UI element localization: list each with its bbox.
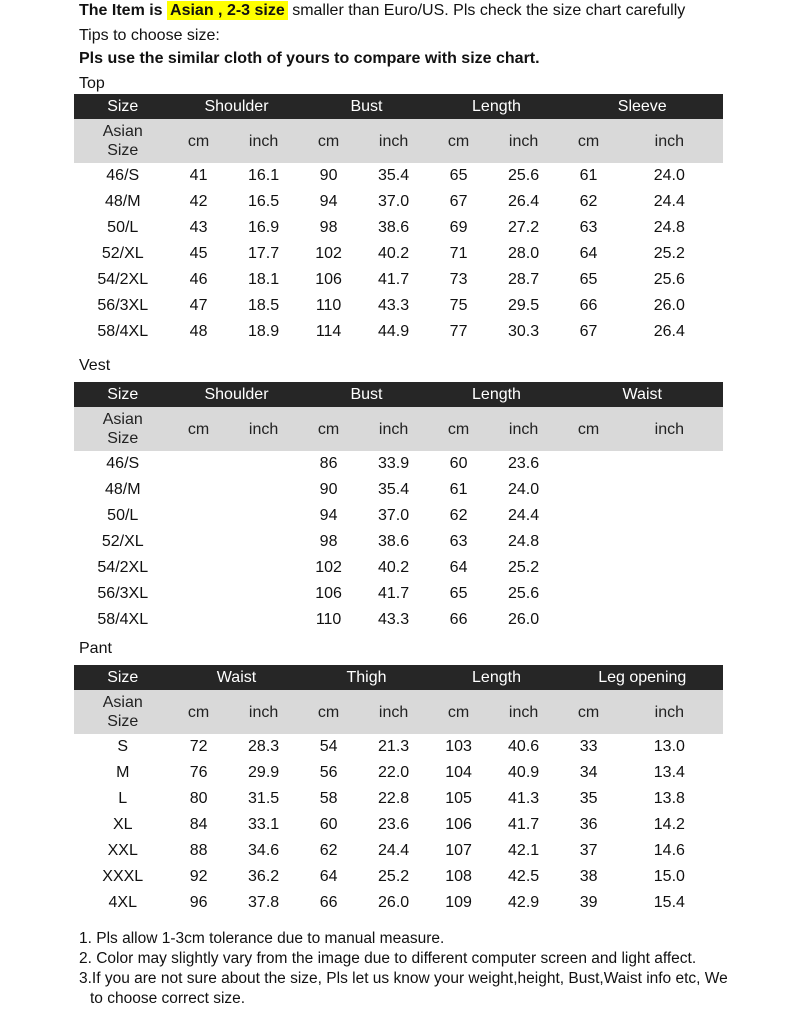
table-cell: 40.2	[378, 245, 410, 262]
table-cell: 24.0	[508, 481, 540, 498]
table-cell: 66	[449, 611, 468, 628]
unit-cell: cm	[172, 407, 226, 451]
column-header: Shoulder	[172, 94, 302, 119]
table-cell	[226, 529, 302, 555]
column-header: Length	[432, 382, 562, 407]
note-item: 2. Color may slightly vary from the image due to different computer screen and light affect.	[79, 950, 697, 967]
unit-row	[74, 119, 723, 163]
table-cell: 43.3	[378, 297, 410, 314]
table-cell: 41.7	[378, 585, 410, 602]
table-cell: 17.7	[248, 245, 280, 262]
table-cell	[226, 451, 302, 477]
unit-cell: inch	[356, 407, 432, 451]
unit-cell: inch	[486, 407, 562, 451]
table-row	[74, 293, 723, 319]
table-cell	[226, 503, 302, 529]
column-header: Size	[74, 94, 172, 119]
table-cell: 92	[189, 868, 208, 885]
table-cell: L	[118, 790, 128, 807]
table-cell: 103	[445, 738, 472, 755]
table-cell: 34	[579, 764, 598, 781]
table-cell: XXXL	[102, 868, 144, 885]
intro-suffix: smaller than Euro/US. Pls check the size chart carefully	[292, 2, 686, 19]
vest-size-table	[74, 382, 723, 633]
table-cell: 62	[449, 507, 468, 524]
table-cell	[616, 451, 723, 477]
table-cell: M	[116, 764, 130, 781]
table-cell: 86	[319, 455, 338, 472]
table-cell: 24.0	[653, 167, 685, 184]
table-cell: 65	[579, 271, 598, 288]
unit-cell: inch	[616, 690, 723, 734]
table-cell: 18.5	[248, 297, 280, 314]
table-cell: 58	[319, 790, 338, 807]
table-cell: 54	[319, 738, 338, 755]
table-cell	[226, 477, 302, 503]
table-cell	[172, 529, 226, 555]
note-item: 3.If you are not sure about the size, Pls let us know your weight,height, Bust,Waist info etc, We	[79, 970, 728, 987]
table-cell: 88	[189, 842, 208, 859]
table-cell	[616, 529, 723, 555]
table-cell: 64	[449, 559, 468, 576]
table-cell: 48/M	[104, 193, 141, 210]
table-cell: 64	[579, 245, 598, 262]
column-header: Waist	[561, 382, 723, 407]
table-cell: 44.9	[378, 323, 410, 340]
table-cell: 102	[315, 559, 342, 576]
table-cell: 56	[319, 764, 338, 781]
table-cell	[616, 581, 723, 607]
table-cell: 46	[189, 271, 208, 288]
unit-cell: inch	[356, 690, 432, 734]
table-cell: 63	[449, 533, 468, 550]
asian-size-highlight: Asian , 2-3 size	[167, 1, 288, 20]
table-cell: 41.7	[378, 271, 410, 288]
table-cell: 37.8	[248, 894, 280, 911]
unit-cell: inch	[486, 119, 562, 163]
table-cell	[172, 503, 226, 529]
table-cell: 38	[579, 868, 598, 885]
table-cell: 33.9	[378, 455, 410, 472]
table-cell: 25.2	[653, 245, 685, 262]
table-cell: 90	[319, 481, 338, 498]
table-row	[74, 189, 723, 215]
table-cell: 43	[189, 219, 208, 236]
table-cell: 24.4	[508, 507, 540, 524]
table-cell: 54/2XL	[97, 559, 149, 576]
table-cell: 106	[315, 585, 342, 602]
table-cell: 96	[189, 894, 208, 911]
table-cell: 25.6	[653, 271, 685, 288]
table-cell: S	[117, 738, 129, 755]
note-item: 1. Pls allow 1-3cm tolerance due to manual measure.	[79, 930, 445, 947]
table-cell: 60	[449, 455, 468, 472]
table-cell: 35.4	[378, 167, 410, 184]
table-cell	[616, 503, 723, 529]
notes	[79, 929, 728, 1009]
table-cell: 13.4	[653, 764, 685, 781]
table-row	[74, 864, 723, 890]
table-row	[74, 734, 723, 760]
table-cell: 18.9	[248, 323, 280, 340]
table-row	[74, 319, 723, 345]
unit-cell: cm	[561, 407, 615, 451]
table-cell: 66	[319, 894, 338, 911]
table-cell: 63	[579, 219, 598, 236]
table-cell: 50/L	[107, 507, 139, 524]
table-cell: 50/L	[107, 219, 139, 236]
table-cell	[561, 477, 615, 503]
column-header: Size	[74, 382, 172, 407]
table-cell: 46/S	[106, 167, 140, 184]
section-title-top: Top	[79, 75, 105, 92]
pant-size-table	[74, 665, 723, 916]
column-header: Leg opening	[562, 665, 724, 690]
table-row	[74, 163, 723, 189]
table-cell: 69	[449, 219, 468, 236]
table-row	[74, 529, 723, 555]
unit-cell: Asian Size	[74, 690, 172, 734]
table-cell: 48	[189, 323, 208, 340]
table-cell	[616, 477, 723, 503]
unit-row	[74, 407, 723, 451]
table-cell: 60	[319, 816, 338, 833]
table-cell: 14.6	[653, 842, 685, 859]
table-cell: 15.4	[653, 894, 685, 911]
column-header: Shoulder	[172, 382, 302, 407]
table-cell: 67	[449, 193, 468, 210]
table-cell: 67	[579, 323, 598, 340]
table-cell: 30.3	[508, 323, 540, 340]
unit-cell: inch	[226, 690, 302, 734]
unit-cell: cm	[561, 119, 615, 163]
table-row	[74, 581, 723, 607]
table-cell: 52/XL	[101, 245, 144, 262]
table-cell: 41.7	[508, 816, 540, 833]
table-cell: 27.2	[508, 219, 540, 236]
table-cell: 25.6	[508, 585, 540, 602]
table-cell: 26.4	[653, 323, 685, 340]
table-cell: 25.2	[378, 868, 410, 885]
unit-cell: inch	[616, 119, 723, 163]
compare-instruction: Pls use the similar cloth of yours to compare with size chart.	[79, 50, 540, 67]
intro-line	[79, 2, 685, 20]
table-cell: 15.0	[653, 868, 685, 885]
table-cell: 43.3	[378, 611, 410, 628]
table-row	[74, 812, 723, 838]
table-cell: 104	[445, 764, 472, 781]
table-cell	[561, 607, 615, 633]
table-row	[74, 890, 723, 916]
unit-cell: inch	[226, 119, 302, 163]
table-cell: 36	[579, 816, 598, 833]
table-cell: 23.6	[378, 816, 410, 833]
table-cell: 56/3XL	[97, 297, 149, 314]
table-cell: 26.0	[378, 894, 410, 911]
table-cell: 29.9	[248, 764, 280, 781]
unit-cell: cm	[562, 690, 616, 734]
header-row	[74, 94, 723, 119]
table-cell: 24.4	[653, 193, 685, 210]
table-cell: 35.4	[378, 481, 410, 498]
table-cell: 61	[449, 481, 468, 498]
table-cell: 62	[319, 842, 338, 859]
table-row	[74, 503, 723, 529]
column-header: Length	[432, 94, 562, 119]
column-header: Waist	[172, 665, 302, 690]
table-cell: 16.5	[248, 193, 280, 210]
table-cell: 41.3	[508, 790, 540, 807]
table-cell: 98	[319, 219, 338, 236]
unit-cell: inch	[356, 119, 432, 163]
table-cell: 102	[315, 245, 342, 262]
table-cell: 77	[449, 323, 468, 340]
table-cell: 94	[319, 507, 338, 524]
table-row	[74, 477, 723, 503]
table-cell: 64	[319, 868, 338, 885]
table-cell	[226, 607, 302, 633]
tips-line: Tips to choose size:	[79, 27, 220, 44]
table-cell: 48/M	[104, 481, 141, 498]
table-cell: 14.2	[653, 816, 685, 833]
table-row	[74, 760, 723, 786]
table-cell: 21.3	[378, 738, 410, 755]
table-cell: 40.6	[508, 738, 540, 755]
table-row	[74, 786, 723, 812]
table-cell	[172, 555, 226, 581]
table-cell	[561, 503, 615, 529]
column-header: Length	[432, 665, 562, 690]
section-title-vest: Vest	[79, 357, 111, 374]
table-cell	[616, 555, 723, 581]
table-cell: 4XL	[108, 894, 137, 911]
table-cell: 56/3XL	[97, 585, 149, 602]
table-cell	[226, 581, 302, 607]
table-cell	[172, 451, 226, 477]
table-cell: 37.0	[378, 507, 410, 524]
table-cell: 35	[579, 790, 598, 807]
table-cell: 23.6	[508, 455, 540, 472]
table-cell: 106	[445, 816, 472, 833]
column-header: Thigh	[302, 665, 432, 690]
unit-cell: cm	[172, 119, 226, 163]
table-cell: 28.0	[508, 245, 540, 262]
table-cell: 42.1	[508, 842, 540, 859]
table-cell: 46/S	[106, 455, 140, 472]
table-cell: 24.8	[653, 219, 685, 236]
table-cell	[561, 529, 615, 555]
table-cell: 42.9	[508, 894, 540, 911]
table-cell: 105	[445, 790, 472, 807]
note-item: to choose correct size.	[90, 990, 246, 1007]
table-row	[74, 451, 723, 477]
table-cell: 38.6	[378, 219, 410, 236]
table-cell: 16.9	[248, 219, 280, 236]
table-cell: 40.2	[378, 559, 410, 576]
table-cell: 34.6	[248, 842, 280, 859]
table-row	[74, 607, 723, 633]
table-cell: 28.3	[248, 738, 280, 755]
table-cell	[561, 581, 615, 607]
table-cell: 37.0	[378, 193, 410, 210]
unit-row	[74, 690, 723, 734]
table-cell: 28.7	[508, 271, 540, 288]
unit-cell: cm	[432, 690, 486, 734]
unit-cell: inch	[226, 407, 302, 451]
table-cell: 25.6	[508, 167, 540, 184]
table-cell: 58/4XL	[97, 323, 149, 340]
table-cell	[616, 607, 723, 633]
unit-cell: cm	[302, 690, 356, 734]
table-cell	[172, 477, 226, 503]
table-cell: 108	[445, 868, 472, 885]
table-cell: 22.8	[378, 790, 410, 807]
table-cell: 65	[449, 167, 468, 184]
table-row	[74, 555, 723, 581]
table-cell: 33	[579, 738, 598, 755]
table-cell: 24.8	[508, 533, 540, 550]
unit-cell: Asian Size	[74, 407, 172, 451]
table-cell: 62	[579, 193, 598, 210]
table-cell: 66	[579, 297, 598, 314]
header-row	[74, 382, 723, 407]
unit-cell: cm	[432, 119, 486, 163]
table-cell: 18.1	[248, 271, 280, 288]
unit-cell: cm	[432, 407, 486, 451]
unit-cell: inch	[616, 407, 723, 451]
table-cell: 84	[189, 816, 208, 833]
table-cell: 13.0	[653, 738, 685, 755]
table-cell: 65	[449, 585, 468, 602]
table-row	[74, 838, 723, 864]
table-cell: 26.0	[653, 297, 685, 314]
table-cell: 39	[579, 894, 598, 911]
table-cell: 54/2XL	[97, 271, 149, 288]
table-cell: 25.2	[508, 559, 540, 576]
table-cell: 45	[189, 245, 208, 262]
table-cell: 106	[315, 271, 342, 288]
table-cell: 94	[319, 193, 338, 210]
table-cell: 31.5	[248, 790, 280, 807]
table-cell: 90	[319, 167, 338, 184]
table-cell: XXL	[107, 842, 138, 859]
table-cell: 72	[189, 738, 208, 755]
table-cell	[172, 581, 226, 607]
header-row	[74, 665, 723, 690]
table-cell: 22.0	[378, 764, 410, 781]
table-row	[74, 215, 723, 241]
table-cell: 61	[579, 167, 598, 184]
column-header: Sleeve	[561, 94, 723, 119]
table-cell: 13.8	[653, 790, 685, 807]
intro-prefix: The Item is	[79, 2, 163, 19]
table-cell: 24.4	[378, 842, 410, 859]
table-cell: 71	[449, 245, 468, 262]
table-row	[74, 267, 723, 293]
column-header: Size	[74, 665, 172, 690]
table-cell	[226, 555, 302, 581]
unit-cell: Asian Size	[74, 119, 172, 163]
table-cell: 16.1	[248, 167, 280, 184]
unit-cell: cm	[172, 690, 226, 734]
table-cell: 107	[445, 842, 472, 859]
table-cell	[561, 451, 615, 477]
table-cell	[172, 607, 226, 633]
section-title-pant: Pant	[79, 640, 112, 657]
table-cell: 109	[445, 894, 472, 911]
table-cell: 80	[189, 790, 208, 807]
unit-cell: cm	[302, 407, 356, 451]
table-cell: 110	[315, 297, 342, 314]
table-cell: 76	[189, 764, 208, 781]
table-cell: 52/XL	[101, 533, 144, 550]
table-cell: 58/4XL	[97, 611, 149, 628]
table-cell: 41	[189, 167, 208, 184]
table-cell: 42.5	[508, 868, 540, 885]
table-cell: 36.2	[248, 868, 280, 885]
table-cell: 40.9	[508, 764, 540, 781]
table-cell: 42	[189, 193, 208, 210]
table-cell: 33.1	[248, 816, 280, 833]
table-cell: 98	[319, 533, 338, 550]
table-cell	[561, 555, 615, 581]
table-cell: 110	[315, 611, 342, 628]
column-header: Bust	[302, 382, 432, 407]
table-cell: 38.6	[378, 533, 410, 550]
table-row	[74, 241, 723, 267]
table-cell: 73	[449, 271, 468, 288]
table-cell: 26.4	[508, 193, 540, 210]
table-cell: 29.5	[508, 297, 540, 314]
top-size-table	[74, 94, 723, 345]
table-cell: 75	[449, 297, 468, 314]
table-cell: XL	[112, 816, 133, 833]
unit-cell: cm	[302, 119, 356, 163]
table-cell: 114	[315, 323, 342, 340]
column-header: Bust	[302, 94, 432, 119]
table-cell: 47	[189, 297, 208, 314]
table-cell: 26.0	[508, 611, 540, 628]
table-cell: 37	[579, 842, 598, 859]
unit-cell: inch	[486, 690, 562, 734]
